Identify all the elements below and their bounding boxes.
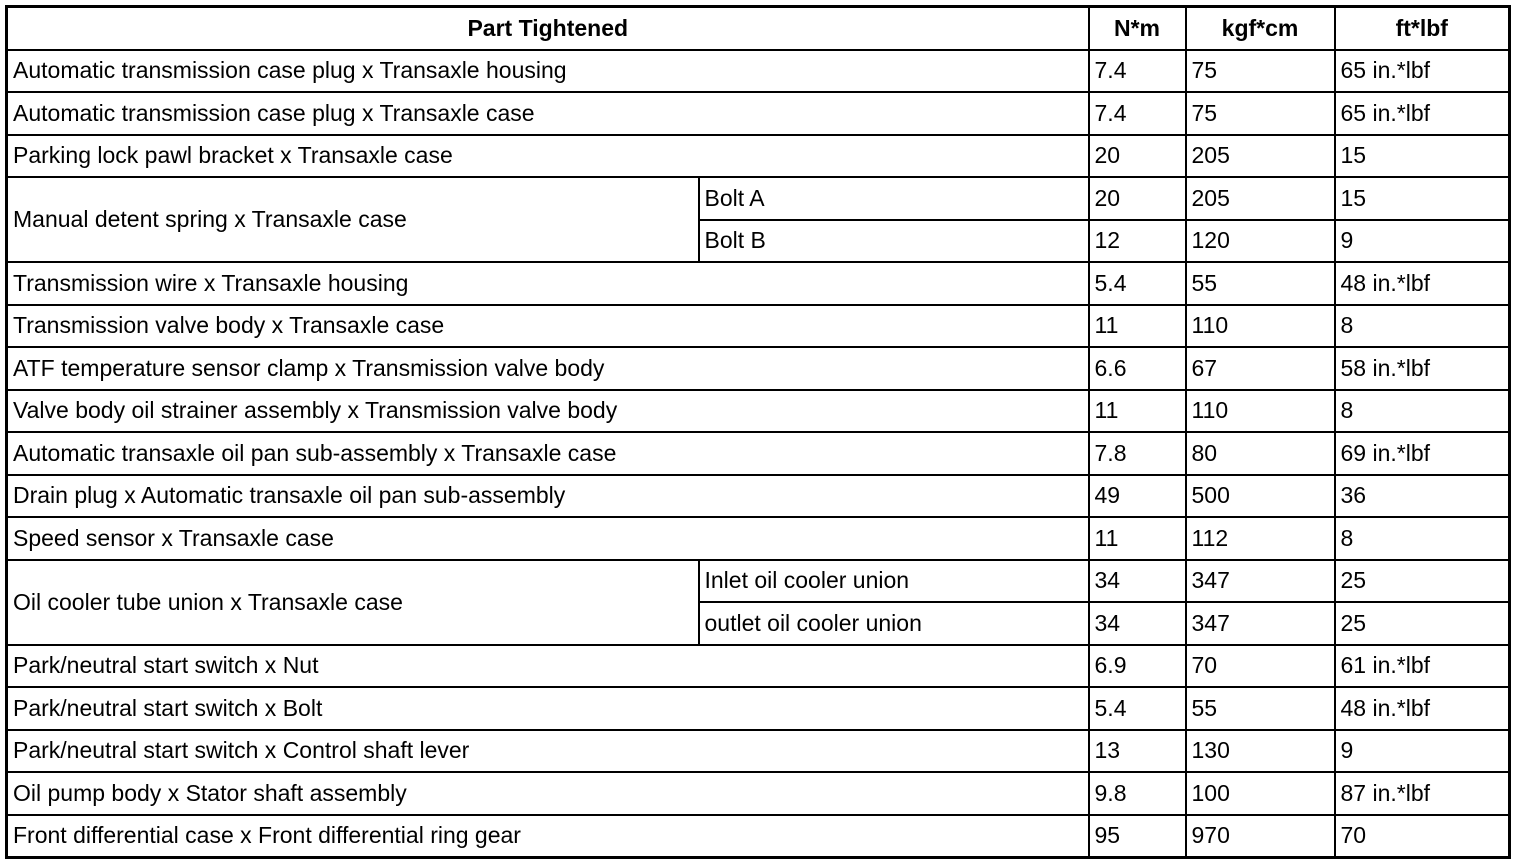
part-cell: Front differential case x Front differential ring gear — [7, 815, 1089, 858]
ft-lbf-cell: 15 — [1335, 177, 1510, 220]
table-row — [7, 645, 1510, 688]
kgf-cm-cell: 130 — [1186, 730, 1335, 773]
nm-cell: 49 — [1089, 475, 1186, 518]
table-row — [7, 347, 1510, 390]
table-row — [7, 475, 1510, 518]
nm-cell: 34 — [1089, 602, 1186, 645]
table-row — [7, 135, 1510, 178]
part-cell: Oil cooler tube union x Transaxle case — [7, 560, 699, 645]
kgf-cm-cell: 110 — [1186, 305, 1335, 348]
sub-part-cell: Bolt B — [699, 220, 1089, 263]
nm-cell: 95 — [1089, 815, 1186, 858]
header-kgf-cm: kgf*cm — [1186, 7, 1335, 50]
part-cell: Oil pump body x Stator shaft assembly — [7, 772, 1089, 815]
part-cell: Manual detent spring x Transaxle case — [7, 177, 699, 262]
header-ft-lbf: ft*lbf — [1335, 7, 1510, 50]
part-cell: Park/neutral start switch x Nut — [7, 645, 1089, 688]
nm-cell: 6.9 — [1089, 645, 1186, 688]
ft-lbf-cell: 25 — [1335, 560, 1510, 603]
kgf-cm-cell: 70 — [1186, 645, 1335, 688]
torque-specification-table — [5, 5, 1511, 859]
ft-lbf-cell: 9 — [1335, 730, 1510, 773]
nm-cell: 9.8 — [1089, 772, 1186, 815]
kgf-cm-cell: 112 — [1186, 517, 1335, 560]
part-cell: Valve body oil strainer assembly x Transmission valve body — [7, 390, 1089, 433]
ft-lbf-cell: 69 in.*lbf — [1335, 432, 1510, 475]
nm-cell: 11 — [1089, 305, 1186, 348]
table-row — [7, 517, 1510, 560]
kgf-cm-cell: 80 — [1186, 432, 1335, 475]
kgf-cm-cell: 205 — [1186, 177, 1335, 220]
table-row — [7, 305, 1510, 348]
table-row — [7, 92, 1510, 135]
nm-cell: 11 — [1089, 517, 1186, 560]
ft-lbf-cell: 58 in.*lbf — [1335, 347, 1510, 390]
nm-cell: 11 — [1089, 390, 1186, 433]
part-cell: Automatic transmission case plug x Transaxle case — [7, 92, 1089, 135]
table-row — [7, 50, 1510, 93]
nm-cell: 12 — [1089, 220, 1186, 263]
table-row — [7, 815, 1510, 858]
table-row — [7, 687, 1510, 730]
ft-lbf-cell: 8 — [1335, 517, 1510, 560]
kgf-cm-cell: 55 — [1186, 262, 1335, 305]
kgf-cm-cell: 347 — [1186, 602, 1335, 645]
nm-cell: 7.4 — [1089, 50, 1186, 93]
part-cell: Park/neutral start switch x Bolt — [7, 687, 1089, 730]
sub-part-cell: Bolt A — [699, 177, 1089, 220]
table-row — [7, 432, 1510, 475]
table-row — [7, 730, 1510, 773]
kgf-cm-cell: 55 — [1186, 687, 1335, 730]
header-part-tightened: Part Tightened — [7, 7, 1089, 50]
sub-part-cell: Inlet oil cooler union — [699, 560, 1089, 603]
part-cell: Speed sensor x Transaxle case — [7, 517, 1089, 560]
kgf-cm-cell: 75 — [1186, 50, 1335, 93]
ft-lbf-cell: 48 in.*lbf — [1335, 262, 1510, 305]
part-cell: Transmission valve body x Transaxle case — [7, 305, 1089, 348]
ft-lbf-cell: 61 in.*lbf — [1335, 645, 1510, 688]
kgf-cm-cell: 110 — [1186, 390, 1335, 433]
table-row — [7, 772, 1510, 815]
part-cell: ATF temperature sensor clamp x Transmission valve body — [7, 347, 1089, 390]
kgf-cm-cell: 75 — [1186, 92, 1335, 135]
ft-lbf-cell: 8 — [1335, 390, 1510, 433]
nm-cell: 13 — [1089, 730, 1186, 773]
kgf-cm-cell: 500 — [1186, 475, 1335, 518]
kgf-cm-cell: 67 — [1186, 347, 1335, 390]
part-cell: Automatic transmission case plug x Transaxle housing — [7, 50, 1089, 93]
sub-part-cell: outlet oil cooler union — [699, 602, 1089, 645]
part-cell: Parking lock pawl bracket x Transaxle case — [7, 135, 1089, 178]
nm-cell: 7.4 — [1089, 92, 1186, 135]
ft-lbf-cell: 25 — [1335, 602, 1510, 645]
ft-lbf-cell: 8 — [1335, 305, 1510, 348]
kgf-cm-cell: 205 — [1186, 135, 1335, 178]
table-row — [7, 560, 1510, 603]
ft-lbf-cell: 65 in.*lbf — [1335, 92, 1510, 135]
nm-cell: 5.4 — [1089, 687, 1186, 730]
ft-lbf-cell: 9 — [1335, 220, 1510, 263]
part-cell: Park/neutral start switch x Control shaft lever — [7, 730, 1089, 773]
ft-lbf-cell: 15 — [1335, 135, 1510, 178]
table-row — [7, 390, 1510, 433]
nm-cell: 20 — [1089, 177, 1186, 220]
table-row — [7, 262, 1510, 305]
ft-lbf-cell: 70 — [1335, 815, 1510, 858]
ft-lbf-cell: 87 in.*lbf — [1335, 772, 1510, 815]
part-cell: Automatic transaxle oil pan sub-assembly x Transaxle case — [7, 432, 1089, 475]
nm-cell: 7.8 — [1089, 432, 1186, 475]
ft-lbf-cell: 36 — [1335, 475, 1510, 518]
table-header-row — [7, 7, 1510, 50]
header-nm: N*m — [1089, 7, 1186, 50]
table-row — [7, 177, 1510, 220]
ft-lbf-cell: 48 in.*lbf — [1335, 687, 1510, 730]
kgf-cm-cell: 120 — [1186, 220, 1335, 263]
kgf-cm-cell: 347 — [1186, 560, 1335, 603]
nm-cell: 34 — [1089, 560, 1186, 603]
ft-lbf-cell: 65 in.*lbf — [1335, 50, 1510, 93]
kgf-cm-cell: 970 — [1186, 815, 1335, 858]
part-cell: Drain plug x Automatic transaxle oil pan sub-assembly — [7, 475, 1089, 518]
nm-cell: 5.4 — [1089, 262, 1186, 305]
kgf-cm-cell: 100 — [1186, 772, 1335, 815]
nm-cell: 20 — [1089, 135, 1186, 178]
nm-cell: 6.6 — [1089, 347, 1186, 390]
part-cell: Transmission wire x Transaxle housing — [7, 262, 1089, 305]
